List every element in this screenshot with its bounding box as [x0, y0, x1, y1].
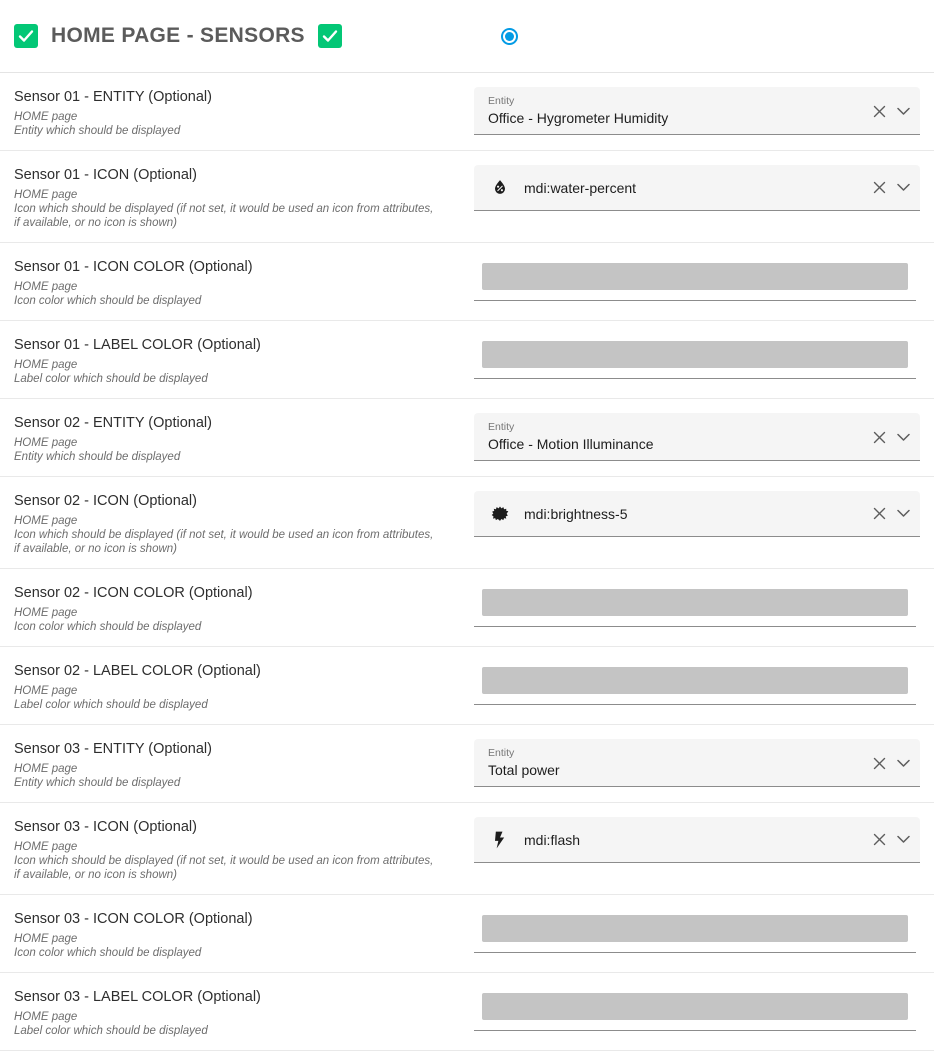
row-description: Icon which should be displayed (if not set, it would be used an icon from attributes, if available, or no icon is shown) — [14, 855, 434, 881]
config-row — [0, 803, 934, 895]
row-subtitle: HOME page — [14, 763, 78, 775]
color-input-disabled[interactable] — [474, 987, 916, 1031]
close-icon[interactable] — [872, 104, 887, 119]
color-input-fill — [482, 915, 908, 942]
checkbox-right-checked[interactable] — [318, 24, 342, 48]
entity-picker-actions — [872, 104, 910, 119]
row-subtitle: HOME page — [14, 359, 78, 371]
row-labels — [14, 255, 474, 308]
row-field — [474, 333, 920, 379]
color-input-fill — [482, 589, 908, 616]
chevron-down-icon[interactable] — [897, 433, 910, 442]
flash-icon — [488, 830, 512, 850]
entity-picker-text — [488, 95, 872, 127]
config-row — [0, 399, 934, 477]
row-description: Icon color which should be displayed — [14, 295, 202, 307]
row-subtitle: HOME page — [14, 685, 78, 697]
icon-picker[interactable] — [474, 491, 920, 537]
row-field — [474, 489, 920, 537]
row-subtitle: HOME page — [14, 607, 78, 619]
chevron-down-icon[interactable] — [897, 107, 910, 116]
close-icon[interactable] — [872, 180, 887, 195]
config-row — [0, 151, 934, 243]
config-row — [0, 477, 934, 569]
color-input-disabled[interactable] — [474, 583, 916, 627]
config-row — [0, 243, 934, 321]
page-header — [0, 0, 934, 73]
check-icon — [18, 28, 34, 44]
row-title: Sensor 03 - ICON (Optional) — [14, 819, 197, 835]
row-title: Sensor 01 - ENTITY (Optional) — [14, 89, 212, 105]
entity-picker-caption: Entity — [488, 421, 515, 433]
row-title: Sensor 01 - LABEL COLOR (Optional) — [14, 337, 261, 353]
entity-picker-actions — [872, 430, 910, 445]
color-input-disabled[interactable] — [474, 335, 916, 379]
icon-picker-text — [524, 179, 872, 197]
entity-picker[interactable] — [474, 413, 920, 461]
row-field — [474, 411, 920, 461]
config-row — [0, 321, 934, 399]
row-labels — [14, 815, 474, 882]
radio-button-selected[interactable] — [494, 20, 526, 52]
config-row — [0, 895, 934, 973]
row-description: Icon color which should be displayed — [14, 947, 202, 959]
chevron-down-icon[interactable] — [897, 509, 910, 518]
row-description: Label color which should be displayed — [14, 1025, 208, 1037]
row-description: Entity which should be displayed — [14, 777, 181, 789]
icon-picker-text — [524, 831, 872, 849]
row-field — [474, 255, 920, 301]
row-title: Sensor 01 - ICON COLOR (Optional) — [14, 259, 253, 275]
row-field — [474, 985, 920, 1031]
row-description: Icon color which should be displayed — [14, 621, 202, 633]
row-subtitle: HOME page — [14, 841, 78, 853]
color-input-fill — [482, 993, 908, 1020]
row-subtitle: HOME page — [14, 933, 78, 945]
row-field — [474, 163, 920, 211]
row-labels — [14, 985, 474, 1038]
config-row — [0, 569, 934, 647]
icon-picker-actions — [872, 832, 910, 847]
color-input-fill — [482, 341, 908, 368]
row-title: Sensor 03 - ICON COLOR (Optional) — [14, 911, 253, 927]
color-input-fill — [482, 667, 908, 694]
checkbox-left-checked[interactable] — [14, 24, 38, 48]
entity-picker-text — [488, 747, 872, 779]
check-icon — [322, 28, 338, 44]
icon-picker-actions — [872, 180, 910, 195]
icon-picker-value: mdi:water-percent — [524, 179, 637, 196]
entity-picker-value: Total power — [488, 762, 560, 778]
entity-picker-actions — [872, 756, 910, 771]
row-title: Sensor 02 - ICON COLOR (Optional) — [14, 585, 253, 601]
row-labels — [14, 85, 474, 138]
color-input-disabled[interactable] — [474, 661, 916, 705]
row-description: Label color which should be displayed — [14, 699, 208, 711]
page-title: HOME PAGE - SENSORS — [51, 24, 305, 47]
close-icon[interactable] — [872, 756, 887, 771]
entity-picker-caption: Entity — [488, 747, 515, 759]
entity-picker-caption: Entity — [488, 95, 515, 107]
icon-picker[interactable] — [474, 165, 920, 211]
row-labels — [14, 737, 474, 790]
config-row — [0, 725, 934, 803]
row-title: Sensor 02 - LABEL COLOR (Optional) — [14, 663, 261, 679]
row-field — [474, 815, 920, 863]
row-labels — [14, 163, 474, 230]
row-field — [474, 581, 920, 627]
close-icon[interactable] — [872, 506, 887, 521]
row-subtitle: HOME page — [14, 281, 78, 293]
row-description: Entity which should be displayed — [14, 125, 181, 137]
entity-picker[interactable] — [474, 87, 920, 135]
close-icon[interactable] — [872, 430, 887, 445]
icon-picker-value: mdi:brightness-5 — [524, 505, 628, 522]
color-input-disabled[interactable] — [474, 909, 916, 953]
water-percent-icon — [488, 178, 512, 198]
entity-picker-value: Office - Motion Illuminance — [488, 436, 654, 452]
row-subtitle: HOME page — [14, 1011, 78, 1023]
chevron-down-icon[interactable] — [897, 183, 910, 192]
config-row — [0, 647, 934, 725]
row-field — [474, 907, 920, 953]
color-input-fill — [482, 263, 908, 290]
row-title: Sensor 03 - LABEL COLOR (Optional) — [14, 989, 261, 1005]
chevron-down-icon[interactable] — [897, 835, 910, 844]
row-title: Sensor 02 - ICON (Optional) — [14, 493, 197, 509]
config-row — [0, 73, 934, 151]
config-row — [0, 973, 934, 1051]
row-field — [474, 659, 920, 705]
row-title: Sensor 03 - ENTITY (Optional) — [14, 741, 212, 757]
icon-picker-text — [524, 505, 872, 523]
entity-picker[interactable] — [474, 739, 920, 787]
entity-picker-value: Office - Hygrometer Humidity — [488, 110, 669, 126]
row-subtitle: HOME page — [14, 515, 78, 527]
row-field — [474, 85, 920, 135]
row-labels — [14, 411, 474, 464]
row-title: Sensor 02 - ENTITY (Optional) — [14, 415, 212, 431]
row-subtitle: HOME page — [14, 189, 78, 201]
row-labels — [14, 489, 474, 556]
icon-picker[interactable] — [474, 817, 920, 863]
chevron-down-icon[interactable] — [897, 759, 910, 768]
row-subtitle: HOME page — [14, 111, 78, 123]
row-description: Icon which should be displayed (if not set, it would be used an icon from attributes, if available, or no icon is shown) — [14, 203, 434, 229]
icon-picker-value: mdi:flash — [524, 831, 581, 848]
row-title: Sensor 01 - ICON (Optional) — [14, 167, 197, 183]
row-description: Icon which should be displayed (if not set, it would be used an icon from attributes, if available, or no icon is shown) — [14, 529, 434, 555]
radio-inner-dot — [505, 32, 514, 41]
entity-picker-text — [488, 421, 872, 453]
row-labels — [14, 581, 474, 634]
row-field — [474, 737, 920, 787]
row-labels — [14, 333, 474, 386]
row-labels — [14, 907, 474, 960]
color-input-disabled[interactable] — [474, 257, 916, 301]
row-subtitle: HOME page — [14, 437, 78, 449]
row-labels — [14, 659, 474, 712]
row-description: Entity which should be displayed — [14, 451, 181, 463]
row-description: Label color which should be displayed — [14, 373, 208, 385]
icon-picker-actions — [872, 506, 910, 521]
radio-outer-ring — [501, 28, 518, 45]
brightness-5-icon — [488, 504, 512, 524]
close-icon[interactable] — [872, 832, 887, 847]
